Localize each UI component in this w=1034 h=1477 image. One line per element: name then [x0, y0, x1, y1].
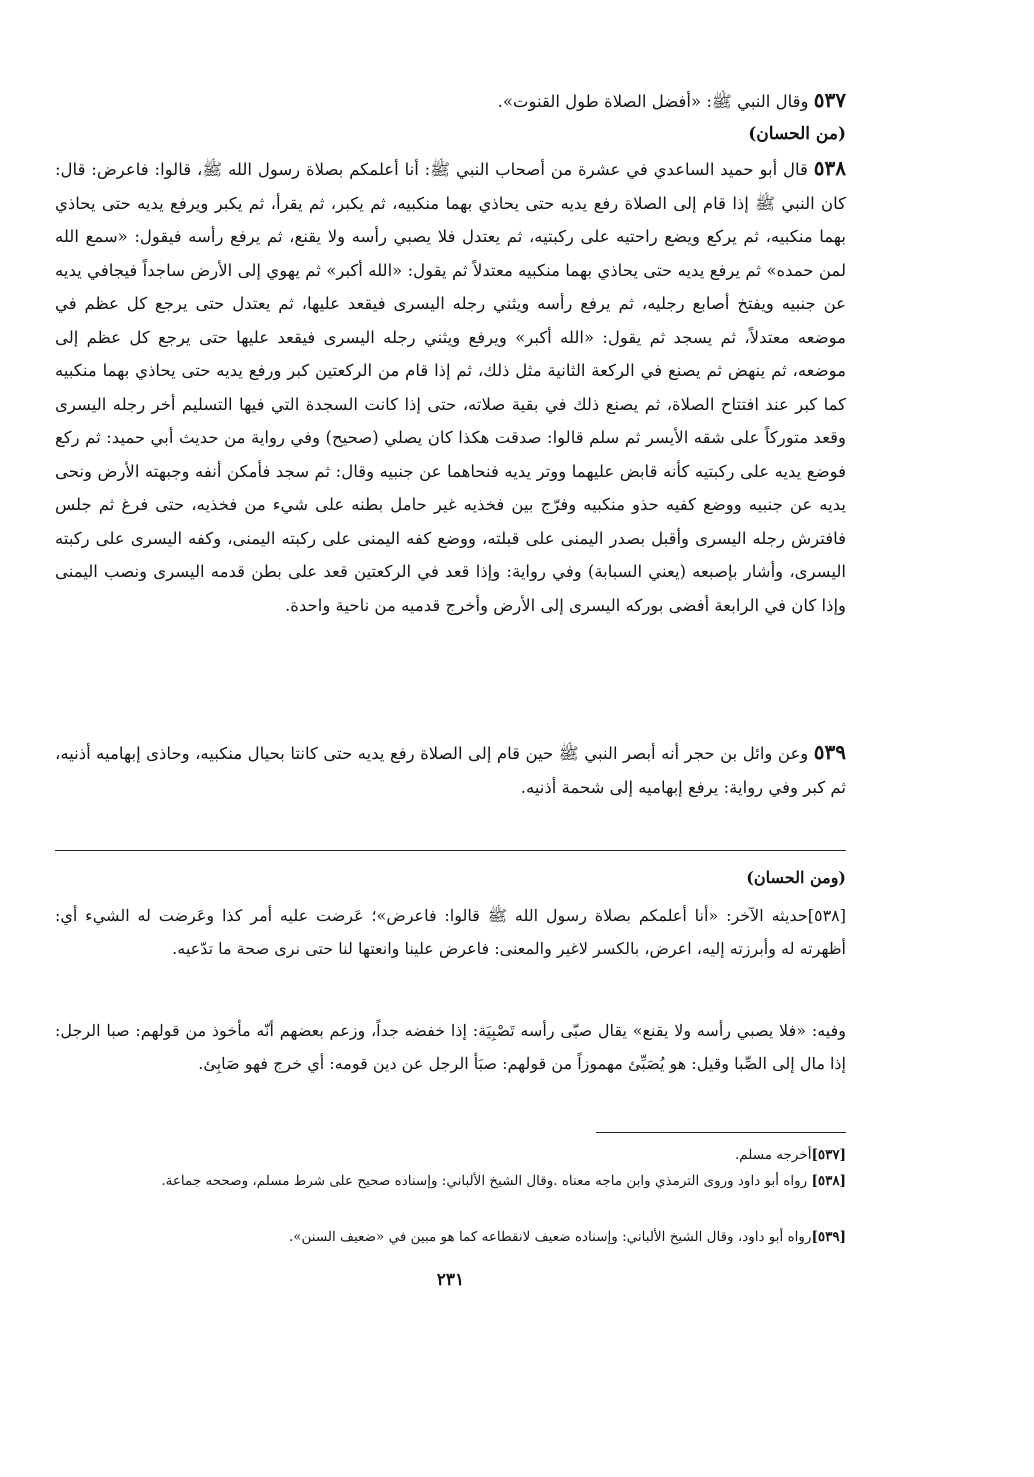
section-divider [55, 850, 846, 851]
footnote-537 [55, 1143, 846, 1167]
page [55, 0, 846, 1477]
hadith-number: ٥٣٩ [813, 740, 846, 764]
hadith-538 [55, 152, 846, 622]
footnote-text: رواه أبو داود وروى الترمذي وابن ماجه معناه .وقال الشيخ الألباني: وإسناده صحيح على شرط مسلم، وصححه جماعة. [161, 1173, 808, 1189]
hadith-537 [55, 84, 846, 119]
commentary-paragraph: [٥٣٨]حديثه الآخر: «أنا أعلمكم بصلاة رسول الله ﷺ قالوا: فاعرض»؛ عَرضت عليه أمر كذا وعَرضت له الشيء أي: أظهرته له وأبرزته إليه، اعرض، بالكسر لاغير والمعنى: فاعرض علينا وانعتها لنا حتى نرى صحة ما تدّعيه. [55, 906, 846, 958]
commentary-heading: (ومن الحسان) [746, 868, 846, 887]
footnote-539 [55, 1225, 846, 1249]
section-heading-hasan: (من الحسان) [748, 124, 846, 144]
hadith-text: وقال النبي ﷺ: «أفضل الصلاة طول القنوت». [497, 92, 809, 111]
hadith-text: قال أبو حميد الساعدي في عشرة من أصحاب النبي ﷺ: أنا أعلمكم بصلاة رسول الله ﷺ، قالوا: فاعرض: قال: كان النبي ﷺ إذا قام إلى الصلاة رفع يديه حتى يحاذي بهما منكبيه، ثم يكبر، ثم يقرأ، ثم يكبر ويرفع يديه حتى يحاذي بهما منكبيه، ثم يركع ويضع راحتيه على ركبتيه، ثم يعتدل فلا يصبي رأسه ولا يقنع، ثم يرفع رأسه فيقول: «سمع الله لمن حمده» ثم يرفع يديه حتى يحاذي بهما منكبيه معتدلاً ثم يقول: «الله أكبر» ثم يهوي إلى الأرض ساجداً فيجافي يديه عن جنبيه ويفتخ أصابع رجليه، ثم يرفع رأسه ويثني رجله اليسرى فيقعد عليها، ثم يعتدل حتى يرجع كل عظم في موضعه معتدلاً، ثم يسجد ثم يقول: «الله أكبر» ويرفع ويثني رجله اليسرى فيقعد عليها حتى يرجع كل عظم إلى موضعه، ثم ينهض ثم يصنع في الركعة الثانية مثل ذلك، ثم إذا قام من الركعتين كبر ورفع يديه حتى يحاذي بهما منكبيه كما كبر عند افتتاح الصلاة، ثم يصنع ذلك في بقية صلاته، حتى إذا كانت السجدة التي فيها التسليم أخر رجله اليسرى وقعد متوركاً على شقه الأيسر ثم سلم قالوا: صدقت هكذا كان يصلي (صحيح) وفي رواية من حديث أبي حميد: ثم ركع فوضع يديه على ركبتيه كأنه قابض عليهما ووتر يديه فنحاهما عن جنبيه وقال: ثم سجد فأمكن أنفه وجبهته الأرض ونحى يديه عن جنبيه ووضع كفيه حذو منكبيه وفرّج بين فخذيه غير حامل بطنه على شيء من فخذيه، حتى فرغ ثم جلس فافترش رجله اليسرى وأقبل بصدر اليمنى على قبلته، ووضع كفه اليمنى على ركبته اليمنى، وكفه اليسرى على ركبته اليسرى، وأشار بإصبعه (يعني السبابة) وفي رواية: وإذا قعد في الركعتين قعد على بطن قدمه اليسرى ونصب اليمنى وإذا كان في الرابعة أفضى بوركه اليسرى إلى الأرض وأخرج قدميه من ناحية واحدة. [55, 160, 846, 615]
hadith-number: ٥٣٨ [813, 156, 846, 180]
hadith-539 [55, 736, 846, 804]
footnote-divider [596, 1132, 846, 1133]
hadith-text: وعن وائل بن حجر أنه أبصر النبي ﷺ حين قام إلى الصلاة رفع يديه حتى كانتا بحيال منكبيه، وحاذى إبهاميه أذنيه، ثم كبر وفي رواية: يرفع إبهاميه إلى شحمة أذنيه. [55, 744, 846, 797]
page-number: ٢٣١ [436, 1270, 465, 1290]
hadith-number: ٥٣٧ [813, 88, 846, 112]
footnote-tag: [٥٣٨] [811, 1173, 846, 1189]
footnote-text: رواه أبو داود، وقال الشيخ الألباني: وإسناده ضعيف لانقطاعه كما هو مبين في «ضعيف السنن». [288, 1229, 812, 1245]
footnote-text: أخرجه مسلم. [735, 1147, 812, 1163]
footnote-tag: [٥٣٧] [811, 1147, 846, 1163]
commentary-paragraph: وفيه: «فلا يصبي رأسه ولا يقنع» يقال صبّى رأسه تَصْبِيَة: إذا خفضه جداً، وزعم بعضهم أنّه مأخوذ من قولهم: صبا الرجل: إذا مال إلى الصِّبا وقيل: هو يُصَبِّئ مهموزاً من قولهم: صبَأ الرجل عن دين قومه: أي خرج فهو صَابِئ. [55, 1021, 846, 1073]
footnote-tag: [٥٣٩] [811, 1229, 846, 1245]
footnote-538 [55, 1169, 846, 1193]
